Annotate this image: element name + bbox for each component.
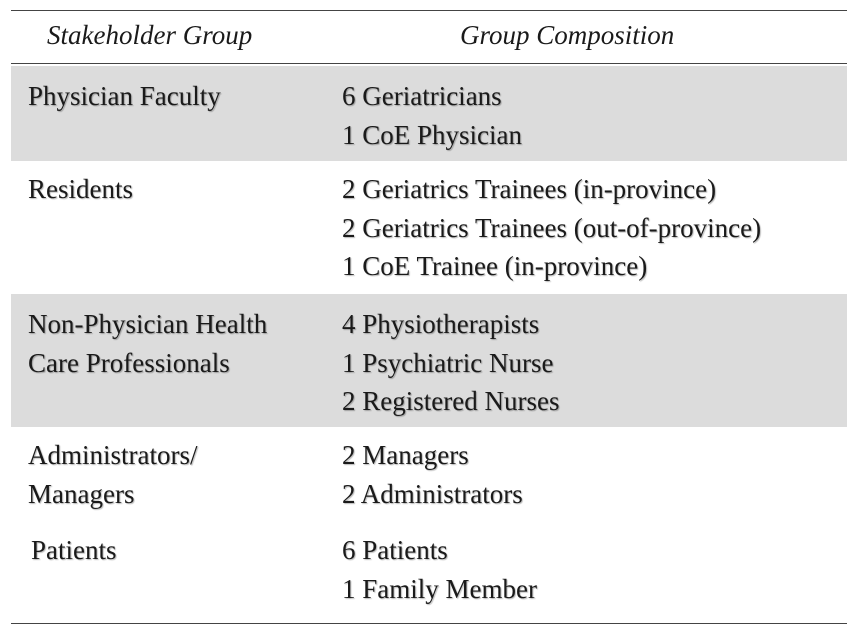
header-rule bbox=[11, 63, 847, 64]
table-row bbox=[11, 294, 847, 427]
header-group-composition: Group Composition bbox=[460, 20, 675, 50]
table-row bbox=[11, 427, 847, 523]
stakeholder-table bbox=[11, 10, 847, 624]
group-name-line: Patients bbox=[31, 535, 117, 565]
composition-item: 4 Physiotherapists bbox=[342, 309, 540, 339]
group-composition bbox=[342, 305, 559, 421]
table-row bbox=[11, 523, 847, 621]
group-name bbox=[28, 77, 221, 116]
composition-item: 1 CoE Trainee (in-province) bbox=[342, 251, 648, 281]
group-name-line: Care Professionals bbox=[28, 347, 230, 378]
table-header bbox=[11, 11, 847, 63]
group-name-line: Residents bbox=[28, 174, 133, 204]
group-name bbox=[28, 436, 198, 513]
composition-item: 2 Managers bbox=[342, 440, 469, 470]
table-row bbox=[11, 66, 847, 161]
group-composition bbox=[342, 77, 522, 154]
group-name bbox=[28, 170, 133, 209]
composition-item: 1 CoE Physician bbox=[342, 119, 522, 150]
composition-item: 2 Geriatrics Trainees (out-of-province) bbox=[342, 212, 762, 243]
group-composition bbox=[342, 170, 761, 286]
composition-item: 1 Psychiatric Nurse bbox=[342, 347, 554, 378]
group-name-line: Administrators/ bbox=[28, 440, 198, 470]
table-row bbox=[11, 161, 847, 294]
group-name bbox=[31, 531, 117, 570]
header-stakeholder-group: Stakeholder Group bbox=[47, 20, 253, 50]
group-name-line: Non-Physician Health bbox=[28, 309, 268, 339]
bottom-rule bbox=[11, 623, 847, 624]
group-name-line: Managers bbox=[28, 478, 135, 509]
composition-item: 1 Family Member bbox=[342, 573, 537, 604]
group-composition bbox=[342, 531, 537, 608]
composition-item: 6 Patients bbox=[342, 535, 448, 565]
composition-item: 2 Administrators bbox=[342, 478, 523, 509]
group-name-line: Physician Faculty bbox=[28, 81, 221, 111]
composition-item: 2 Geriatrics Trainees (in-province) bbox=[342, 174, 717, 204]
group-name bbox=[28, 305, 267, 382]
composition-item: 2 Registered Nurses bbox=[342, 386, 560, 416]
composition-item: 6 Geriatricians bbox=[342, 81, 502, 111]
group-composition bbox=[342, 436, 523, 513]
